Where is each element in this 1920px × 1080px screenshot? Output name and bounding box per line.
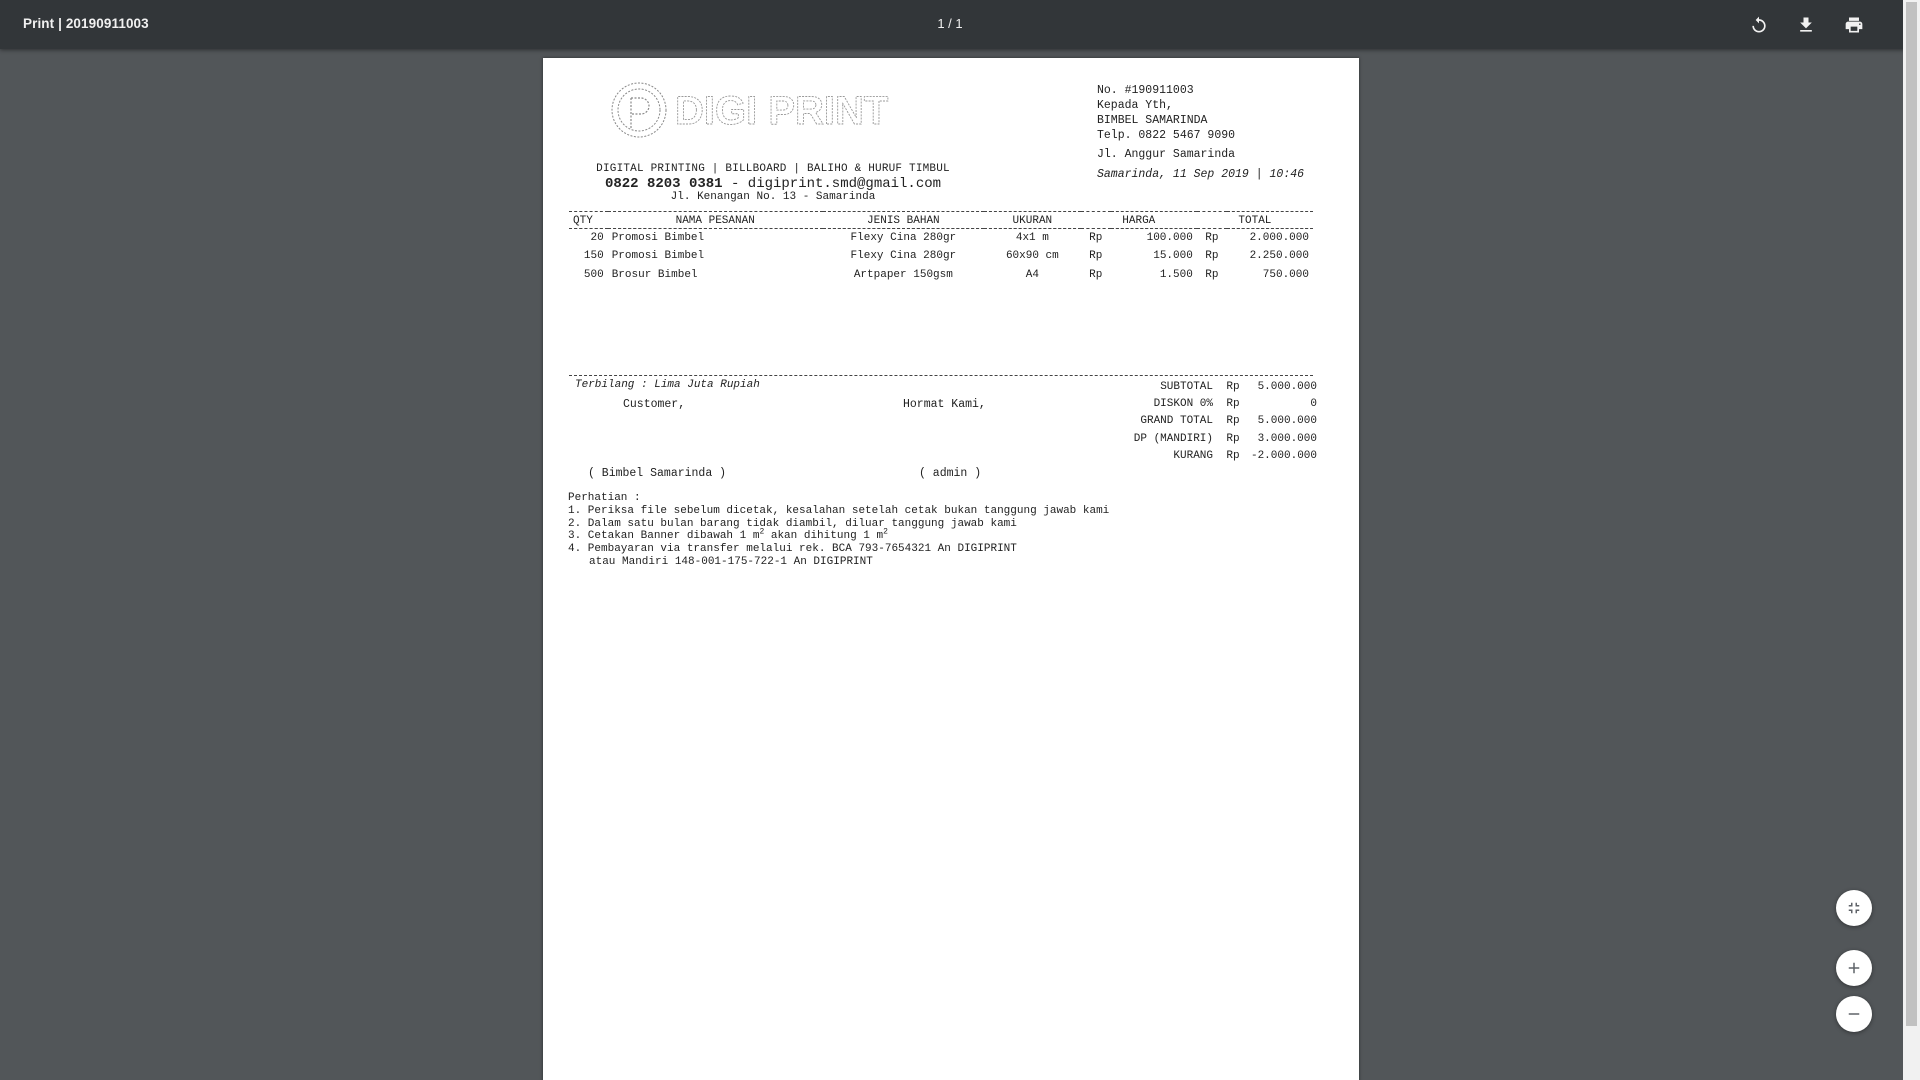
totals-label: KURANG — [1173, 450, 1213, 463]
totals-label: DISKON 0% — [1153, 398, 1213, 411]
fit-to-page-button[interactable] — [1836, 890, 1872, 926]
rotate-icon — [1749, 15, 1769, 35]
table-row — [569, 247, 1313, 266]
row-price: 1.500 — [1159, 268, 1193, 281]
download-button[interactable] — [1790, 9, 1822, 41]
header-total: TOTAL — [1197, 212, 1313, 229]
row-name: Brosur Bimbel — [611, 268, 698, 281]
table-header — [569, 212, 1313, 229]
vertical-scrollbar[interactable] — [1903, 0, 1920, 1080]
company-info — [563, 163, 983, 203]
plus-icon — [1845, 959, 1863, 977]
row-currency: Rp — [1089, 232, 1103, 244]
totals-row — [1103, 413, 1317, 430]
totals-label: SUBTOTAL — [1160, 380, 1213, 393]
totals-row — [1103, 448, 1317, 465]
zoom-out-button[interactable] — [1836, 996, 1872, 1032]
row-total: 750.000 — [1262, 268, 1309, 281]
customer-signature-label: Customer, — [623, 398, 686, 411]
customer-phone: Telp. 0822 5467 9090 — [1097, 129, 1236, 142]
header-price: HARGA — [1081, 212, 1197, 229]
totals-value: 5.000.000 — [1257, 380, 1317, 393]
row-price: 100.000 — [1146, 232, 1193, 244]
row-name: Promosi Bimbel — [611, 250, 705, 263]
totals-value: 3.000.000 — [1257, 432, 1317, 445]
row-size: 60x90 cm — [1005, 250, 1059, 263]
fit-to-page-icon — [1845, 899, 1863, 917]
row-material: Flexy Cina 280gr — [850, 250, 957, 263]
superscript: 2 — [883, 527, 888, 537]
customer-block — [1097, 83, 1304, 182]
table-row — [569, 266, 1313, 285]
rotate-button[interactable] — [1743, 9, 1775, 41]
note-item: 4. Pembayaran via transfer melalui rek. BCA 793-7654321 An DIGIPRINT — [568, 543, 1017, 556]
customer-address: Jl. Anggur Samarinda — [1097, 148, 1236, 161]
row-size: A4 — [1025, 268, 1039, 281]
row-qty: 20 — [590, 232, 604, 244]
document-page — [543, 58, 1359, 1080]
page-indicator: 1 / 1 — [937, 16, 963, 31]
document-title: Print | 20190911003 — [23, 16, 149, 31]
company-contact — [563, 176, 983, 192]
contact-separator: - — [722, 176, 748, 192]
notes-title: Perhatian : — [568, 492, 641, 504]
totals-divider — [569, 375, 1313, 376]
totals-row — [1103, 430, 1317, 447]
notes-section — [568, 492, 1109, 569]
scrollbar-thumb[interactable] — [1906, 2, 1917, 1026]
minus-icon — [1845, 1005, 1863, 1023]
zoom-in-button[interactable] — [1836, 950, 1872, 986]
superscript: 2 — [759, 527, 765, 537]
logo-text: DIGI PRINT — [675, 89, 889, 133]
row-price: 15.000 — [1153, 250, 1193, 263]
row-total: 2.000.000 — [1249, 232, 1309, 244]
totals-currency: Rp — [1226, 380, 1240, 393]
row-currency: Rp — [1089, 250, 1103, 263]
totals-row — [1103, 395, 1317, 412]
admin-signature-name: ( admin ) — [919, 467, 982, 480]
totals-currency: Rp — [1226, 450, 1240, 463]
customer-signature-name: ( Bimbel Samarinda ) — [588, 467, 727, 480]
note-item — [568, 527, 1109, 543]
sender-signature-label: Hormat Kami, — [903, 398, 986, 411]
company-logo — [609, 78, 909, 148]
download-icon — [1796, 15, 1816, 35]
totals-currency: Rp — [1226, 398, 1240, 411]
invoice-date: Samarinda, 11 Sep 2019 | 10:46 — [1097, 168, 1305, 181]
totals-currency: Rp — [1226, 415, 1240, 428]
note-item: 1. Periksa file sebelum dicetak, kesalahan setelah cetak bukan tanggung jawab kami — [568, 504, 1110, 517]
totals-value: -2.000.000 — [1250, 450, 1317, 463]
header-name: NAMA PESANAN — [608, 212, 823, 229]
company-email: digiprint.smd@gmail.com — [747, 176, 942, 192]
table-row — [569, 229, 1313, 248]
header-qty: QTY — [569, 212, 608, 229]
note-item: 2. Dalam satu bulan barang tidak diambil, diluar tanggung jawab kami — [568, 517, 1017, 530]
totals-row — [1103, 378, 1317, 395]
row-name: Promosi Bimbel — [611, 232, 705, 244]
company-address: Jl. Kenangan No. 13 - Samarinda — [670, 191, 876, 203]
totals-value: 0 — [1310, 398, 1317, 411]
pdf-toolbar — [0, 0, 1920, 49]
company-services: DIGITAL PRINTING | BILLBOARD | BALIHO & HURUF TIMBUL — [596, 163, 950, 175]
row-size: 4x1 m — [1015, 232, 1049, 244]
totals-value: 5.000.000 — [1257, 415, 1317, 428]
invoice-number: No. #190911003 — [1097, 84, 1194, 97]
print-button[interactable] — [1838, 9, 1870, 41]
order-table — [569, 211, 1313, 284]
row-material: Artpaper 150gsm — [853, 268, 953, 281]
header-size: UKURAN — [984, 212, 1081, 229]
totals-label: GRAND TOTAL — [1140, 415, 1213, 428]
row-material: Flexy Cina 280gr — [850, 232, 957, 244]
row-total: 2.250.000 — [1249, 250, 1309, 263]
totals-currency: Rp — [1226, 432, 1240, 445]
company-phone: 0822 8203 0381 — [604, 176, 723, 192]
print-icon — [1844, 15, 1864, 35]
row-currency: Rp — [1089, 268, 1103, 281]
customer-name: BIMBEL SAMARINDA — [1097, 114, 1208, 127]
recipient-label: Kepada Yth, — [1097, 99, 1173, 112]
note-text: 3. Cetakan Banner dibawah 1 m — [568, 530, 760, 543]
header-material: JENIS BAHAN — [823, 212, 984, 229]
row-currency: Rp — [1205, 250, 1219, 263]
row-qty: 500 — [583, 268, 604, 281]
note-item-continued: atau Mandiri 148-001-175-722-1 An DIGIPRINT — [589, 555, 873, 568]
row-currency: Rp — [1205, 268, 1219, 281]
totals-table — [1103, 378, 1317, 465]
note-text: akan dihitung 1 m — [764, 530, 884, 543]
row-currency: Rp — [1205, 232, 1219, 244]
row-qty: 150 — [583, 250, 604, 263]
totals-label: DP (MANDIRI) — [1133, 432, 1213, 445]
amount-in-words: Terbilang : Lima Juta Rupiah — [575, 379, 760, 391]
